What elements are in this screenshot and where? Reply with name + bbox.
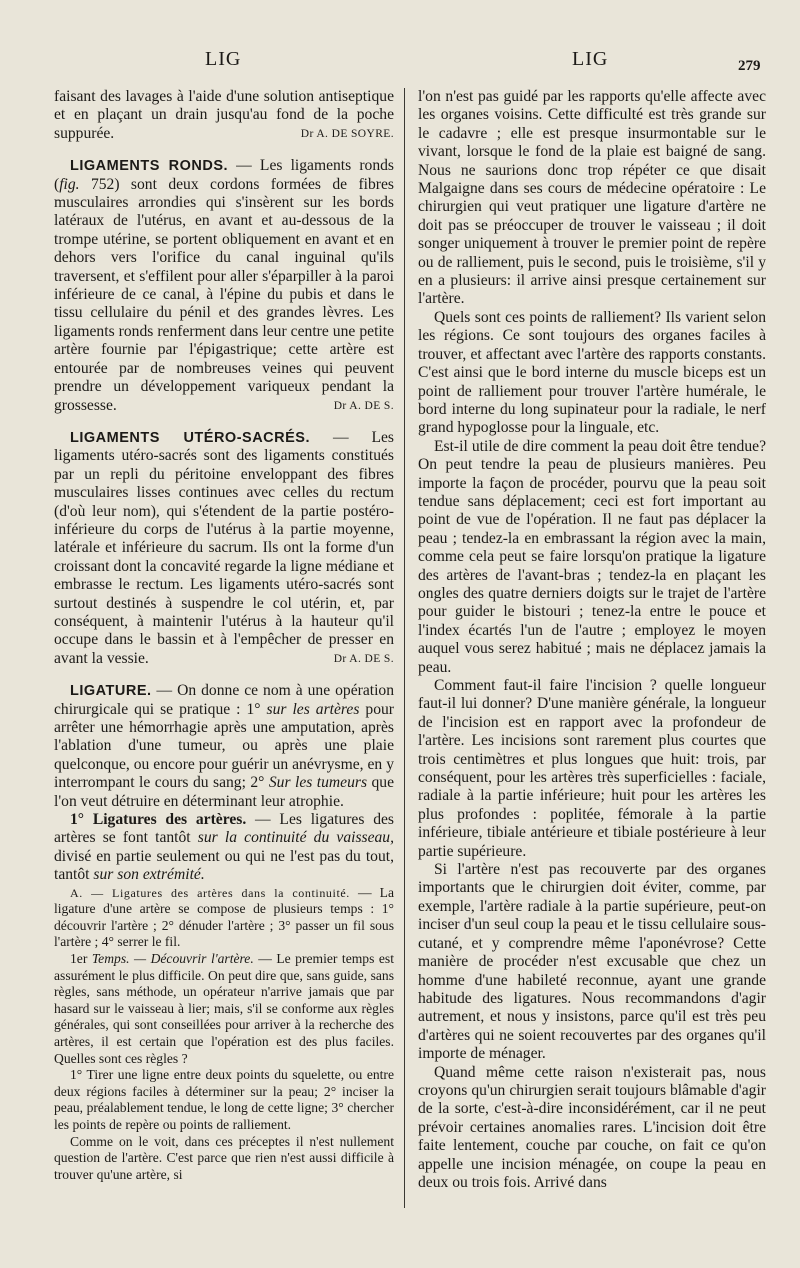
entry-ligaments-ronds [54, 157, 394, 415]
paragraph-text: — Le premier temps est assurément le plus difficile. On peut dire que, sans guide, sans règles, sans méthode, un opérateur n'arrive jamais que par hasard sur le vaisseau à lier; mais, s'il se conforme aux règles générales, qui sont conseillées pour arriver à la recherche des artères, il est certain que l'opération est des plus faciles. Quelles sont ces règles ? [54, 951, 394, 1066]
italic-term: Temps. — Découvrir l'artère. [91, 951, 254, 967]
paragraph [54, 811, 394, 885]
paragraph-text: 1er [70, 951, 92, 967]
paragraph: l'on n'est pas guidé par les rapports qu'elle affecte avec les organes voisins. Cette difficulté est très grande sur le cadavre ; elle est presque insurmontable sur le vivant, lorsque le fond de la plaie est baigné de sang. Nous ne saurions donc trop répéter ce que disait Malgaigne dans ses cours de médecine opératoire : Le chirurgien qui veut pratiquer une ligature d'artère ne doit pas se préoccuper de trouver le vaisseau ; il doit songer uniquement à trouver le premier point de repère ou de ralliement, puis le second, puis le troisième, s'il y en a plusieurs: il arrive ainsi presque certainement sur l'artère. [418, 88, 766, 308]
author-signature: Dr A. DE SOYRE. [300, 127, 394, 140]
entry-text: que l'on veut détruire en déterminant leur atrophie. [54, 774, 394, 810]
header-left-title: LIG [205, 48, 242, 70]
paragraph-text: faisant des lavages à l'aide d'une solution antiseptique et en plaçant un drain jusqu'au fond de la poche suppurée. [54, 88, 394, 142]
italic-term: sur les artères [266, 700, 360, 718]
paragraph [54, 951, 394, 1067]
entry-title: LIGAMENTS UTÉRO-SACRÉS. [70, 429, 310, 446]
paragraph [54, 1067, 394, 1133]
italic-term: Sur les tumeurs [268, 774, 368, 792]
paragraph [54, 88, 394, 143]
paragraph-text: Comme on le voit, dans ces préceptes il n'est nullement question de l'artère. C'est parce que rien n'est aussi difficile à trouver qu'une artère, si [54, 1133, 394, 1182]
figure-reference: fig. [59, 175, 80, 193]
subsection-heading: 1° Ligatures des artères. [70, 811, 247, 829]
header-right-title: LIG [572, 48, 609, 70]
paragraph: Quels sont ces points de ralliement? Ils varient selon les régions. Ce sont toujours des organes faciles à trouver, et affectant avec l'artère des rapports constants. C'est ainsi que le bord interne du muscle biceps est un point de ralliement pour trouver l'artère humérale, le bord interne du long supinateur pour la radiale, le nerf grand hypoglosse pour la linguale, etc. [418, 308, 766, 437]
entry-ligaments-utero-sacres [54, 429, 394, 668]
left-column [54, 88, 394, 1248]
paragraph: Comment faut-il faire l'incision ? quelle longueur faut-il lui donner? D'une manière générale, la longueur de l'incision est en rapport avec la profondeur de l'artère. Les incisions sont rarement plus courtes que trois centimètres et plus longues que huit: trois, par conséquent, pour les artères très superficielles : faciale, radiale à la partie inférieure; huit pour les artères les plus profondes : poplitée, fémorale à la partie inférieure, tibiale antérieure et tibiale postérieure à leur partie supérieure. [418, 677, 766, 860]
entry-title: LIGAMENTS RONDS. [70, 158, 229, 175]
paragraph-text: — Les ligatures des artères se font tantôt [54, 811, 394, 847]
subsection-heading: A. — Ligatures des artères dans la continuité. [70, 885, 350, 900]
paragraph [54, 1134, 394, 1184]
paragraph-text: divisé en partie seulement ou qui ne l'est pas du tout, tantôt [54, 847, 394, 884]
paragraph-text: 1° Tirer une ligne entre deux points du squelette, ou entre deux régions faciles à déterminer sur la peau; 2° inciser la peau, préalablement tendue, le long de cette ligne; 3° chercher les points de repère ou points de ralliement. [54, 1067, 394, 1132]
paragraph: Est-il utile de dire comment la peau doit être tendue? On peut tendre la peau de plusieurs manières. Peu importe la façon de procéder, pourvu que la peau soit tendue sans déplacement; ceci est fort important au point de vue de l'opération. Il ne faut pas déplacer la peau ; tendez-la en embrassant la région avec la main, comme cela peut se faire lorsqu'on pratique la ligature des artères de l'avant-bras ; tendez-la en plaçant les ongles des quatre derniers doigts sur le trajet de l'artère pour guider le bistouri ; tenez-la entre le pouce et l'index écartés l'un de l'autre ; employez le moyen auquel vous serez habitué ; mais ne déplacez jamais la peau. [418, 437, 766, 676]
right-column [418, 88, 766, 1248]
entry-text: — On donne ce nom à une opération chirurgicale qui se pratique : 1° [54, 682, 394, 718]
entry-ligature [54, 682, 394, 811]
author-signature: Dr A. DE S. [333, 399, 394, 412]
running-header [0, 44, 800, 84]
paragraph [54, 885, 394, 951]
paragraph: Quand même cette raison n'existerait pas, nous croyons qu'un chirurgien serait toujours blâmable d'agir de la sorte, c'est-à-dire inconsidérément, car il ne peut prévoir certaines anomalies rares. L'incision doit être faite lentement, couche par couche, on fait ce qu'on appelle une incision ménagée, on coupe la peau en deux ou trois fois. Arrivé dans [418, 1063, 766, 1191]
page-number: 279 [738, 58, 761, 74]
author-signature: Dr A. DE S. [333, 652, 394, 665]
entry-text: pour arrêter une hémorrhagie après une amputation, après l'ablation d'une tumeur, ou après une plaie quelconque, ou encore pour guérir un anévrysme, en y interrompant le cours du sang; 2° [54, 700, 394, 792]
column-divider [404, 88, 405, 1208]
paragraph: Si l'artère n'est pas recouverte par des organes importants que le chirurgien doit éviter, comme, par exemple, l'artère radiale à la partie supérieure, peut-on inciser d'un seul coup la peau et le tissu cellulaire sous-cutané, et y comprendre même l'aponévrose? Cette manière de procéder n'est excusable que chez un homme d'une habileté reconnue, ayant une grande habitude des ligatures. Nous recommandons d'agir autrement, et nous y insistons, parce qu'il est très peu d'artères qui ne soient recouvertes par des organes qu'il importe de ménager. [418, 861, 766, 1063]
entry-title: LIGATURE. [70, 683, 152, 700]
paragraph-text: — La ligature d'une artère se compose de plusieurs temps : 1° découvrir l'artère ; 2° dénuder l'artère ; 3° passer un fil sous l'artère ; 4° serrer le fil. [54, 884, 394, 950]
italic-term: sur son extrémité. [93, 866, 205, 884]
italic-term: sur la continuité du vaisseau, [197, 829, 394, 847]
entry-text: 752) sont deux cordons formées de fibres musculaires arrondies qui s'insèrent sur les bords latéraux de l'utérus, en avant et au-dessous de la trompe utérine, se portent obliquement en avant et en dehors vers l'orifice du canal inguinal qu'ils traversent, et s'effilent pour aller s'éparpiller à la paroi inférieure de ce canal, à l'épine du pubis et dans le tissu cellulaire du pénil et des grandes lèvres. Les ligaments ronds renferment dans leur centre une petite artère fournie par l'épigastrique; cette artère est entourée par de nombreuses veines qui peuvent prendre un développement variqueux pendant la grossesse. [54, 175, 394, 414]
entry-text: — Les ligaments ronds ( [54, 157, 394, 193]
entry-text: — Les ligaments utéro-sacrés sont des ligaments constitués par un repli du péritoine enveloppant des fibres musculaires lisses continues avec celles du rectum (d'où leur nom), qui s'étendent de la partie postéro-inférieure du corps de l'utérus à la partie moyenne, latérale et inférieure du sacrum. Ils ont la forme d'un croissant dont la concavité regarde la ligne médiane et embrasse le rectum. Les ligaments utéro-sacrés sont surtout destinés à suspendre le col utérin, et, par conséquent, à maintenir l'utérus à la hauteur qu'il occupe dans le bassin et à l'empêcher de presser en avant la vessie. [54, 428, 394, 667]
